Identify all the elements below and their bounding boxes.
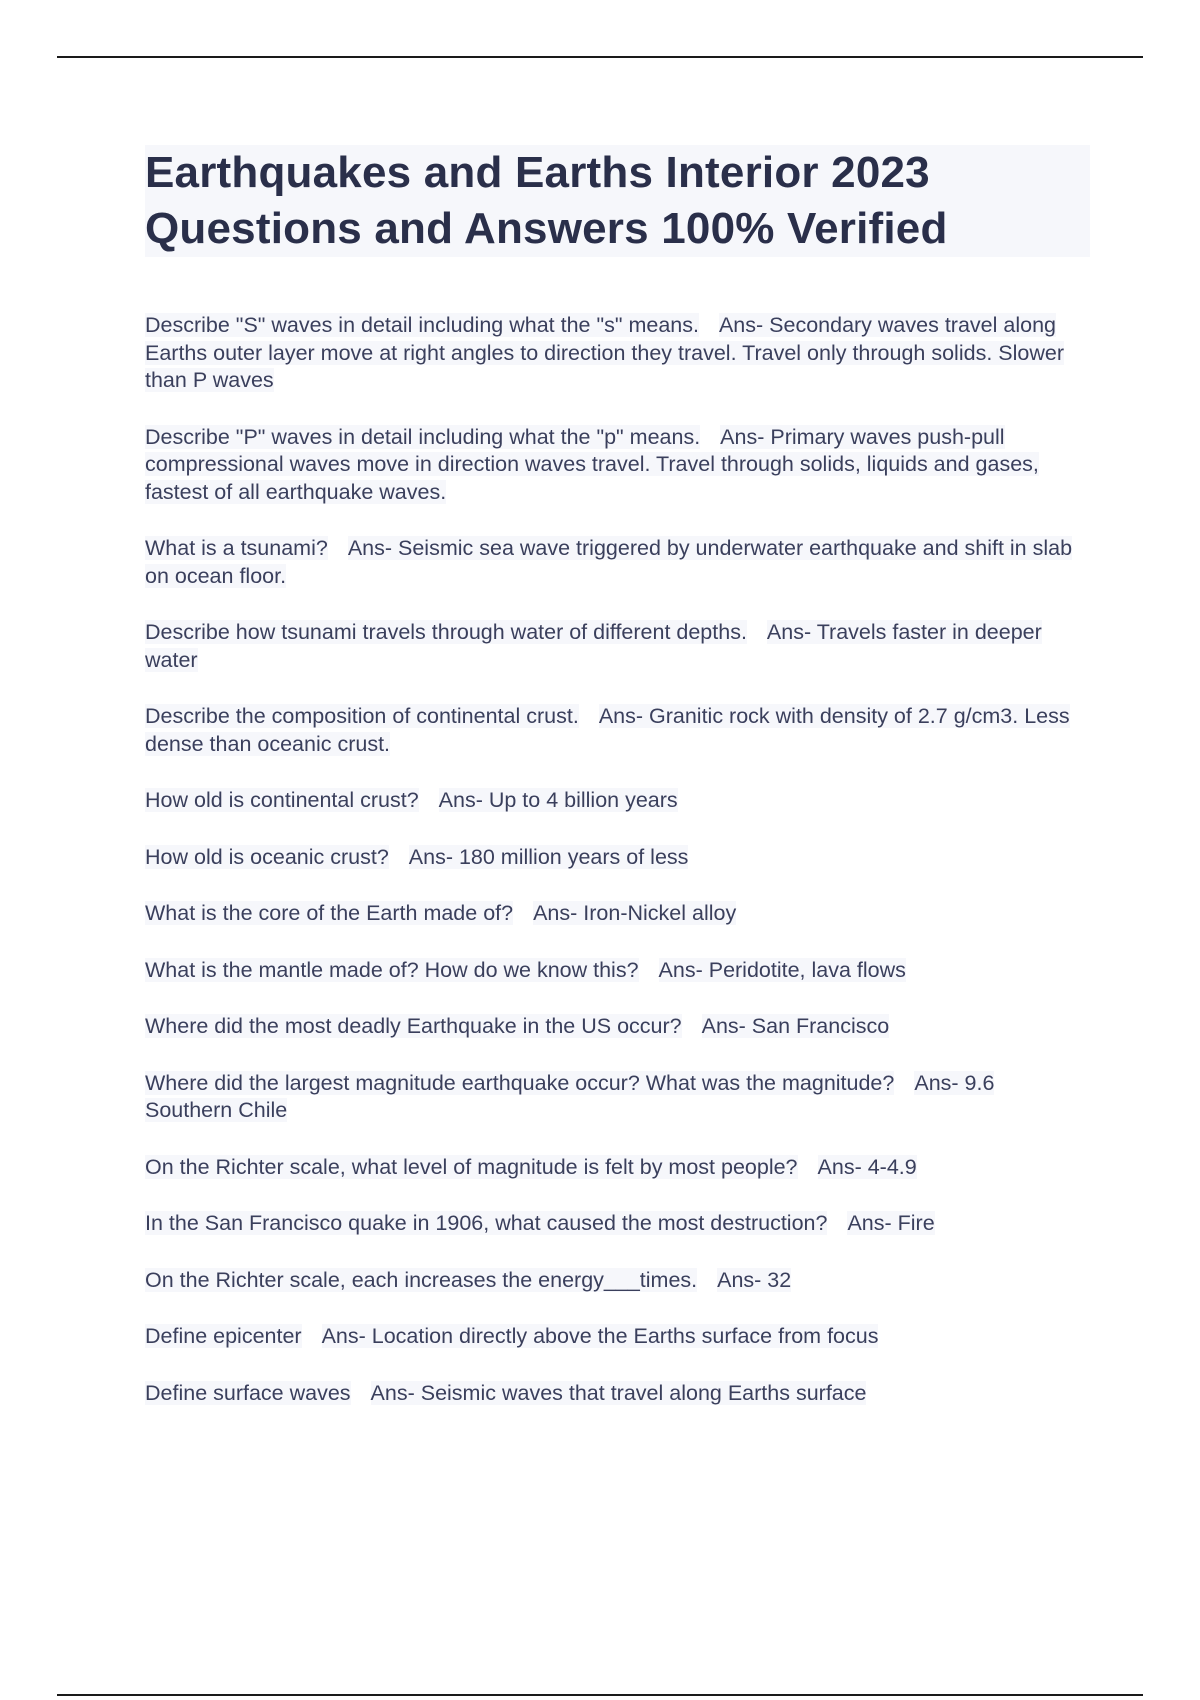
question: What is a tsunami? bbox=[145, 536, 328, 560]
document-title bbox=[145, 145, 1090, 257]
qa-item bbox=[145, 1380, 1085, 1408]
question: Where did the largest magnitude earthquake occur? What was the magnitude? bbox=[145, 1070, 895, 1095]
qa-item bbox=[145, 1323, 1085, 1351]
question: How old is continental crust? bbox=[145, 788, 419, 812]
answer: Ans- 9.6 Southern Chile bbox=[145, 1070, 995, 1122]
question: How old is oceanic crust? bbox=[145, 844, 389, 869]
answer: Ans- Peridotite, lava flows bbox=[658, 957, 906, 982]
question: Describe how tsunami travels through water of different depths. bbox=[145, 620, 747, 644]
question: Describe the composition of continental crust. bbox=[145, 704, 579, 728]
answer: Ans- 32 bbox=[717, 1267, 792, 1292]
answer: Ans- Primary waves push-pull compressional waves move in direction waves travel. Travel through solids, liquids and gases, fastest of all earthquake waves. bbox=[145, 424, 1039, 504]
answer: Ans- 180 million years of less bbox=[408, 844, 689, 869]
answer: Ans- Travels faster in deeper water bbox=[145, 620, 1042, 672]
question: Describe "P" waves in detail including what the "p" means. bbox=[145, 424, 701, 449]
answer: Ans- Granitic rock with density of 2.7 g/cm3. Less dense than oceanic crust. bbox=[145, 704, 1070, 756]
qa-item bbox=[145, 957, 1085, 985]
question: Where did the most deadly Earthquake in the US occur? bbox=[145, 1014, 682, 1038]
qa-item bbox=[145, 1070, 1085, 1125]
qa-item bbox=[145, 703, 1085, 758]
qa-item bbox=[145, 535, 1085, 590]
qa-list bbox=[145, 312, 1085, 1436]
answer: Ans- Location directly above the Earths surface from focus bbox=[321, 1324, 879, 1348]
qa-item bbox=[145, 619, 1085, 674]
top-rule bbox=[57, 56, 1143, 58]
question: On the Richter scale, each increases the energy___times. bbox=[145, 1267, 698, 1292]
bottom-rule bbox=[57, 1694, 1143, 1696]
title-block bbox=[145, 145, 1090, 257]
question: Describe "S" waves in detail including what the "s" means. bbox=[145, 313, 699, 337]
question: Define surface waves bbox=[145, 1380, 351, 1405]
qa-item bbox=[145, 900, 1085, 928]
qa-item bbox=[145, 1013, 1085, 1041]
qa-item bbox=[145, 1154, 1085, 1182]
answer: Ans- 4-4.9 bbox=[817, 1154, 917, 1179]
title-line-1: Earthquakes and Earths Interior 2023 bbox=[145, 148, 930, 197]
qa-item bbox=[145, 1267, 1085, 1295]
question: In the San Francisco quake in 1906, what caused the most destruction? bbox=[145, 1211, 828, 1235]
qa-item bbox=[145, 424, 1085, 507]
answer: Ans- Seismic sea wave triggered by underwater earthquake and shift in slab on ocean floor. bbox=[145, 536, 1073, 588]
qa-item bbox=[145, 1210, 1085, 1238]
answer: Ans- Seismic waves that travel along Earths surface bbox=[370, 1380, 867, 1405]
title-line-2: Questions and Answers 100% Verified bbox=[145, 204, 948, 253]
question: What is the core of the Earth made of? bbox=[145, 901, 514, 925]
qa-item bbox=[145, 787, 1085, 815]
answer: Ans- Iron-Nickel alloy bbox=[533, 901, 737, 925]
qa-item bbox=[145, 844, 1085, 872]
question: On the Richter scale, what level of magnitude is felt by most people? bbox=[145, 1154, 798, 1179]
question: What is the mantle made of? How do we know this? bbox=[145, 957, 639, 982]
answer: Ans- Secondary waves travel along Earths outer layer move at right angles to direction they travel. Travel only through solids. Slower than P waves bbox=[145, 313, 1064, 392]
question: Define epicenter bbox=[145, 1324, 302, 1348]
answer: Ans- Fire bbox=[847, 1211, 935, 1235]
qa-item bbox=[145, 312, 1085, 395]
answer: Ans- Up to 4 billion years bbox=[438, 788, 678, 812]
answer: Ans- San Francisco bbox=[701, 1014, 890, 1038]
